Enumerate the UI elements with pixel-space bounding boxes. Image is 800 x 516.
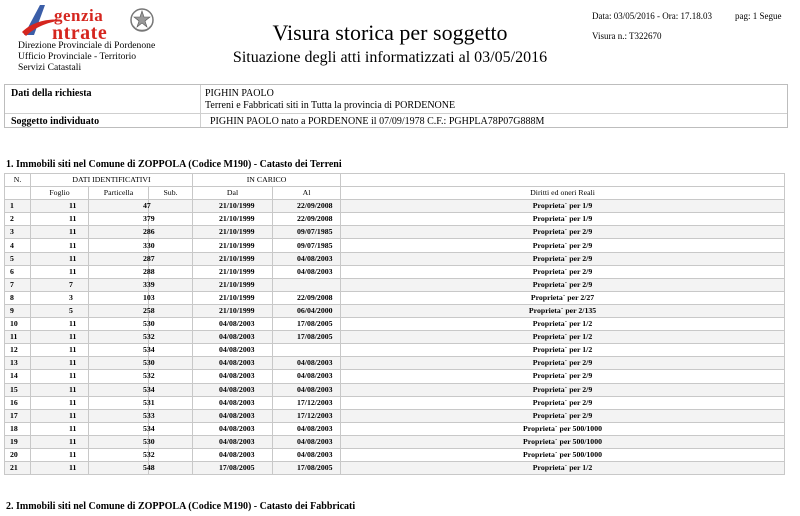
cell-al: 17/08/2005 xyxy=(273,331,341,344)
cell-al: 17/12/2003 xyxy=(273,396,341,409)
table-row xyxy=(5,252,785,265)
col-dati-header: DATI IDENTIFICATIVI xyxy=(31,174,193,187)
table-row xyxy=(5,200,785,213)
cell-particella: 532 xyxy=(89,370,149,383)
cell-particella: 533 xyxy=(89,409,149,422)
cell-sub xyxy=(149,448,193,461)
cell-al: 04/08/2003 xyxy=(273,422,341,435)
cell-sub xyxy=(149,357,193,370)
cell-sub xyxy=(149,396,193,409)
cell-diritti: Proprieta` per 2/9 xyxy=(341,370,785,383)
col-diritti-header: Diritti ed oneri Reali xyxy=(341,187,785,200)
cell-foglio: 11 xyxy=(31,331,89,344)
table-row xyxy=(5,239,785,252)
cell-particella: 534 xyxy=(89,383,149,396)
cell-foglio: 11 xyxy=(31,200,89,213)
cell-diritti: Proprieta` per 1/2 xyxy=(341,462,785,475)
cell-number: 8 xyxy=(5,291,31,304)
table-row xyxy=(5,370,785,383)
cell-foglio: 3 xyxy=(31,291,89,304)
cell-sub xyxy=(149,252,193,265)
cell-number: 7 xyxy=(5,278,31,291)
cell-number: 1 xyxy=(5,200,31,213)
cell-al xyxy=(273,278,341,291)
cell-foglio: 11 xyxy=(31,383,89,396)
cell-sub xyxy=(149,291,193,304)
cell-sub xyxy=(149,278,193,291)
cell-al: 04/08/2003 xyxy=(273,357,341,370)
date-time: Data: 03/05/2016 - Ora: 17.18.03 xyxy=(592,11,712,21)
cell-sub xyxy=(149,304,193,317)
cell-diritti: Proprieta` per 500/1000 xyxy=(341,422,785,435)
col-incarico-header: IN CARICO xyxy=(193,174,341,187)
cell-al: 22/09/2008 xyxy=(273,200,341,213)
cell-particella: 534 xyxy=(89,344,149,357)
cell-al: 04/08/2003 xyxy=(273,448,341,461)
cell-number: 9 xyxy=(5,304,31,317)
cell-foglio: 5 xyxy=(31,304,89,317)
table-row xyxy=(5,357,785,370)
cell-foglio: 11 xyxy=(31,252,89,265)
cell-diritti: Proprieta` per 500/1000 xyxy=(341,435,785,448)
cell-diritti: Proprieta` per 2/9 xyxy=(341,278,785,291)
cell-al: 04/08/2003 xyxy=(273,265,341,278)
cell-number: 14 xyxy=(5,370,31,383)
section-2-heading: 2. Immobili siti nel Comune di ZOPPOLA (Codice M190) - Catasto dei Fabbricati xyxy=(6,501,356,512)
cell-dal: 21/10/1999 xyxy=(193,265,273,278)
cell-diritti: Proprieta` per 2/9 xyxy=(341,239,785,252)
col-n-header: N. xyxy=(5,174,31,187)
section-1-heading: 1. Immobili siti nel Comune di ZOPPOLA (Codice M190) - Catasto dei Terreni xyxy=(6,159,342,170)
cell-particella: 339 xyxy=(89,278,149,291)
cell-dal: 04/08/2003 xyxy=(193,396,273,409)
cell-sub xyxy=(149,239,193,252)
cell-al: 17/12/2003 xyxy=(273,409,341,422)
table-body xyxy=(5,200,785,475)
cell-foglio: 11 xyxy=(31,370,89,383)
cell-diritti: Proprieta` per 500/1000 xyxy=(341,448,785,461)
cell-al: 04/08/2003 xyxy=(273,370,341,383)
cell-dal: 21/10/1999 xyxy=(193,304,273,317)
soggetto-value: PIGHIN PAOLO nato a PORDENONE il 07/09/1978 C.F.: PGHPLA78P07G888M xyxy=(210,116,545,127)
page-indicator: pag: 1 Segue xyxy=(735,11,782,21)
cell-particella: 532 xyxy=(89,448,149,461)
agenzia-entrate-logo xyxy=(8,2,158,72)
cell-sub xyxy=(149,318,193,331)
cell-particella: 103 xyxy=(89,291,149,304)
cell-foglio: 7 xyxy=(31,278,89,291)
cell-dal: 04/08/2003 xyxy=(193,331,273,344)
cell-number: 16 xyxy=(5,396,31,409)
table-row xyxy=(5,435,785,448)
cell-dal: 04/08/2003 xyxy=(193,435,273,448)
cell-diritti: Proprieta` per 2/135 xyxy=(341,304,785,317)
cell-al: 04/08/2003 xyxy=(273,252,341,265)
request-hline xyxy=(5,113,787,114)
cell-number: 3 xyxy=(5,226,31,239)
table-row xyxy=(5,318,785,331)
cell-al: 09/07/1985 xyxy=(273,226,341,239)
cell-foglio: 11 xyxy=(31,422,89,435)
cell-particella: 532 xyxy=(89,331,149,344)
cell-number: 21 xyxy=(5,462,31,475)
cell-number: 5 xyxy=(5,252,31,265)
cell-sub xyxy=(149,331,193,344)
cell-sub xyxy=(149,265,193,278)
cell-dal: 04/08/2003 xyxy=(193,344,273,357)
request-scope: Terreni e Fabbricati siti in Tutta la provincia di PORDENONE xyxy=(205,100,456,111)
cell-number: 4 xyxy=(5,239,31,252)
cell-dal: 21/10/1999 xyxy=(193,226,273,239)
table-row xyxy=(5,213,785,226)
cell-particella: 287 xyxy=(89,252,149,265)
request-name: PIGHIN PAOLO xyxy=(205,88,274,99)
label-soggetto: Soggetto individuato xyxy=(11,116,100,127)
table-row xyxy=(5,409,785,422)
org-line-2: Ufficio Provinciale - Territorio xyxy=(18,51,137,62)
cell-foglio: 11 xyxy=(31,409,89,422)
cell-number: 19 xyxy=(5,435,31,448)
table-row xyxy=(5,344,785,357)
table-row xyxy=(5,226,785,239)
cell-dal: 17/08/2005 xyxy=(193,462,273,475)
table-row xyxy=(5,331,785,344)
cell-sub xyxy=(149,344,193,357)
logo-text-bottom: ntrate xyxy=(52,22,108,44)
cell-al: 22/09/2008 xyxy=(273,213,341,226)
cell-dal: 04/08/2003 xyxy=(193,357,273,370)
cell-foglio: 11 xyxy=(31,462,89,475)
republic-emblem-icon xyxy=(129,6,155,34)
cell-dal: 04/08/2003 xyxy=(193,383,273,396)
org-line-1: Direzione Provinciale di Pordenone xyxy=(18,40,156,51)
table-row xyxy=(5,422,785,435)
table-row xyxy=(5,304,785,317)
table-row xyxy=(5,278,785,291)
cell-sub xyxy=(149,409,193,422)
cell-number: 2 xyxy=(5,213,31,226)
cell-number: 15 xyxy=(5,383,31,396)
cell-number: 6 xyxy=(5,265,31,278)
cell-diritti: Proprieta` per 2/9 xyxy=(341,396,785,409)
cell-diritti: Proprieta` per 2/9 xyxy=(341,252,785,265)
cell-al: 22/09/2008 xyxy=(273,291,341,304)
cell-diritti: Proprieta` per 2/9 xyxy=(341,357,785,370)
col-foglio-header: Foglio xyxy=(31,187,89,200)
cell-dal: 04/08/2003 xyxy=(193,370,273,383)
table-row xyxy=(5,291,785,304)
cell-particella: 288 xyxy=(89,265,149,278)
cell-particella: 548 xyxy=(89,462,149,475)
col-particella-header: Particella xyxy=(89,187,149,200)
cell-number: 17 xyxy=(5,409,31,422)
table-row xyxy=(5,448,785,461)
cell-foglio: 11 xyxy=(31,213,89,226)
cell-sub xyxy=(149,370,193,383)
cell-foglio: 11 xyxy=(31,396,89,409)
cell-al: 09/07/1985 xyxy=(273,239,341,252)
cell-particella: 258 xyxy=(89,304,149,317)
cell-diritti: Proprieta` per 2/9 xyxy=(341,409,785,422)
cell-particella: 530 xyxy=(89,318,149,331)
cell-particella: 286 xyxy=(89,226,149,239)
cell-dal: 04/08/2003 xyxy=(193,409,273,422)
cell-dal: 21/10/1999 xyxy=(193,200,273,213)
col-sub-header: Sub. xyxy=(149,187,193,200)
cell-foglio: 11 xyxy=(31,265,89,278)
cell-particella: 530 xyxy=(89,357,149,370)
page-title: Visura storica per soggetto xyxy=(272,20,508,45)
cell-dal: 21/10/1999 xyxy=(193,278,273,291)
cell-sub xyxy=(149,462,193,475)
cell-number: 11 xyxy=(5,331,31,344)
cell-foglio: 11 xyxy=(31,344,89,357)
cell-sub xyxy=(149,213,193,226)
cell-number: 13 xyxy=(5,357,31,370)
cell-al: 06/04/2000 xyxy=(273,304,341,317)
cell-foglio: 11 xyxy=(31,357,89,370)
cell-dal: 21/10/1999 xyxy=(193,252,273,265)
cell-foglio: 11 xyxy=(31,435,89,448)
cell-diritti: Proprieta` per 2/9 xyxy=(341,265,785,278)
cell-al xyxy=(273,344,341,357)
table-row xyxy=(5,265,785,278)
col-n-sub xyxy=(5,187,31,200)
cell-particella: 379 xyxy=(89,213,149,226)
cell-diritti: Proprieta` per 1/2 xyxy=(341,331,785,344)
cell-foglio: 11 xyxy=(31,318,89,331)
cell-dal: 21/10/1999 xyxy=(193,239,273,252)
cell-number: 12 xyxy=(5,344,31,357)
cell-particella: 534 xyxy=(89,422,149,435)
col-al-header: Al xyxy=(273,187,341,200)
immobili-table xyxy=(4,173,785,475)
cell-foglio: 11 xyxy=(31,239,89,252)
logo-text-top: genzia xyxy=(54,6,104,25)
cell-diritti: Proprieta` per 1/2 xyxy=(341,344,785,357)
cell-sub xyxy=(149,422,193,435)
visura-number: Visura n.: T322670 xyxy=(592,31,662,41)
cell-sub xyxy=(149,226,193,239)
cell-particella: 530 xyxy=(89,435,149,448)
table-row xyxy=(5,396,785,409)
col-blank-header xyxy=(341,174,785,187)
cell-particella: 531 xyxy=(89,396,149,409)
cell-sub xyxy=(149,435,193,448)
cell-diritti: Proprieta` per 1/9 xyxy=(341,200,785,213)
cell-foglio: 11 xyxy=(31,448,89,461)
cell-diritti: Proprieta` per 2/27 xyxy=(341,291,785,304)
page-subtitle: Situazione degli atti informatizzati al 03/05/2016 xyxy=(232,49,548,66)
cell-dal: 21/10/1999 xyxy=(193,291,273,304)
cell-sub xyxy=(149,200,193,213)
cell-dal: 04/08/2003 xyxy=(193,422,273,435)
cell-diritti: Proprieta` per 2/9 xyxy=(341,383,785,396)
cell-dal: 21/10/1999 xyxy=(193,213,273,226)
cell-diritti: Proprieta` per 1/2 xyxy=(341,318,785,331)
col-dal-header: Dal xyxy=(193,187,273,200)
cell-particella: 47 xyxy=(89,200,149,213)
cell-number: 10 xyxy=(5,318,31,331)
cell-particella: 330 xyxy=(89,239,149,252)
request-divider xyxy=(200,85,201,127)
table-row xyxy=(5,383,785,396)
label-dati-richiesta: Dati della richiesta xyxy=(11,88,92,99)
cell-sub xyxy=(149,383,193,396)
org-line-3: Servizi Catastali xyxy=(18,62,82,73)
cell-al: 04/08/2003 xyxy=(273,435,341,448)
cell-al: 17/08/2005 xyxy=(273,318,341,331)
cell-number: 20 xyxy=(5,448,31,461)
cell-diritti: Proprieta` per 2/9 xyxy=(341,226,785,239)
table-row xyxy=(5,462,785,475)
cell-dal: 04/08/2003 xyxy=(193,448,273,461)
cell-number: 18 xyxy=(5,422,31,435)
cell-dal: 04/08/2003 xyxy=(193,318,273,331)
request-box xyxy=(4,84,788,128)
cell-al: 17/08/2005 xyxy=(273,462,341,475)
cell-diritti: Proprieta` per 1/9 xyxy=(341,213,785,226)
cell-foglio: 11 xyxy=(31,226,89,239)
cell-al: 04/08/2003 xyxy=(273,383,341,396)
